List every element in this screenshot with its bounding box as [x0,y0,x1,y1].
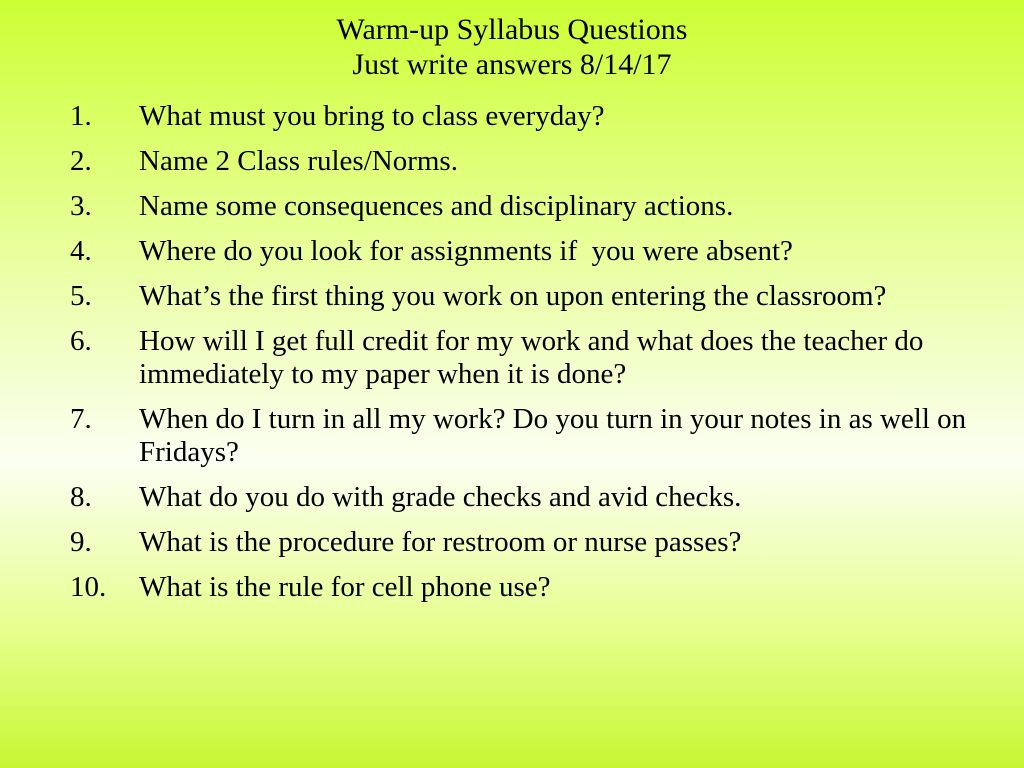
question-number: 10. [70,571,107,603]
title-line-1: Warm-up Syllabus Questions [336,13,688,46]
question-number: 1. [70,100,92,132]
question-text: What’s the first thing you work on upon entering the classroom? [139,280,887,312]
question-text: How will I get full credit for my work and what does the teacher do immediately to my paper when it is done? [139,325,924,390]
question-item-2 [70,145,970,178]
question-item-8 [70,481,970,514]
question-item-4 [70,235,970,268]
question-text: What do you do with grade checks and avid checks. [139,481,742,513]
question-text: Where do you look for assignments if you were absent? [139,235,793,267]
slide-title [0,12,1024,82]
question-number: 2. [70,145,92,177]
question-number: 7. [70,403,92,435]
question-text: What must you bring to class everyday? [139,100,605,132]
question-text: What is the rule for cell phone use? [139,571,551,603]
question-item-9 [70,526,970,559]
question-item-3 [70,190,970,223]
question-item-1 [70,100,970,133]
title-line-2: Just write answers 8/14/17 [352,48,672,81]
question-text: When do I turn in all my work? Do you turn in your notes in as well on Fridays? [139,403,967,468]
question-text: Name 2 Class rules/Norms. [139,145,458,177]
question-number: 4. [70,235,92,267]
question-number: 9. [70,526,92,558]
question-item-6 [70,325,970,391]
question-item-10 [70,571,970,604]
question-number: 5. [70,280,92,312]
question-number: 8. [70,481,92,513]
question-text: What is the procedure for restroom or nurse passes? [139,526,742,558]
question-list [70,100,970,616]
question-number: 3. [70,190,92,222]
question-item-7 [70,403,970,469]
question-item-5 [70,280,970,313]
question-text: Name some consequences and disciplinary actions. [139,190,734,222]
question-number: 6. [70,325,92,357]
